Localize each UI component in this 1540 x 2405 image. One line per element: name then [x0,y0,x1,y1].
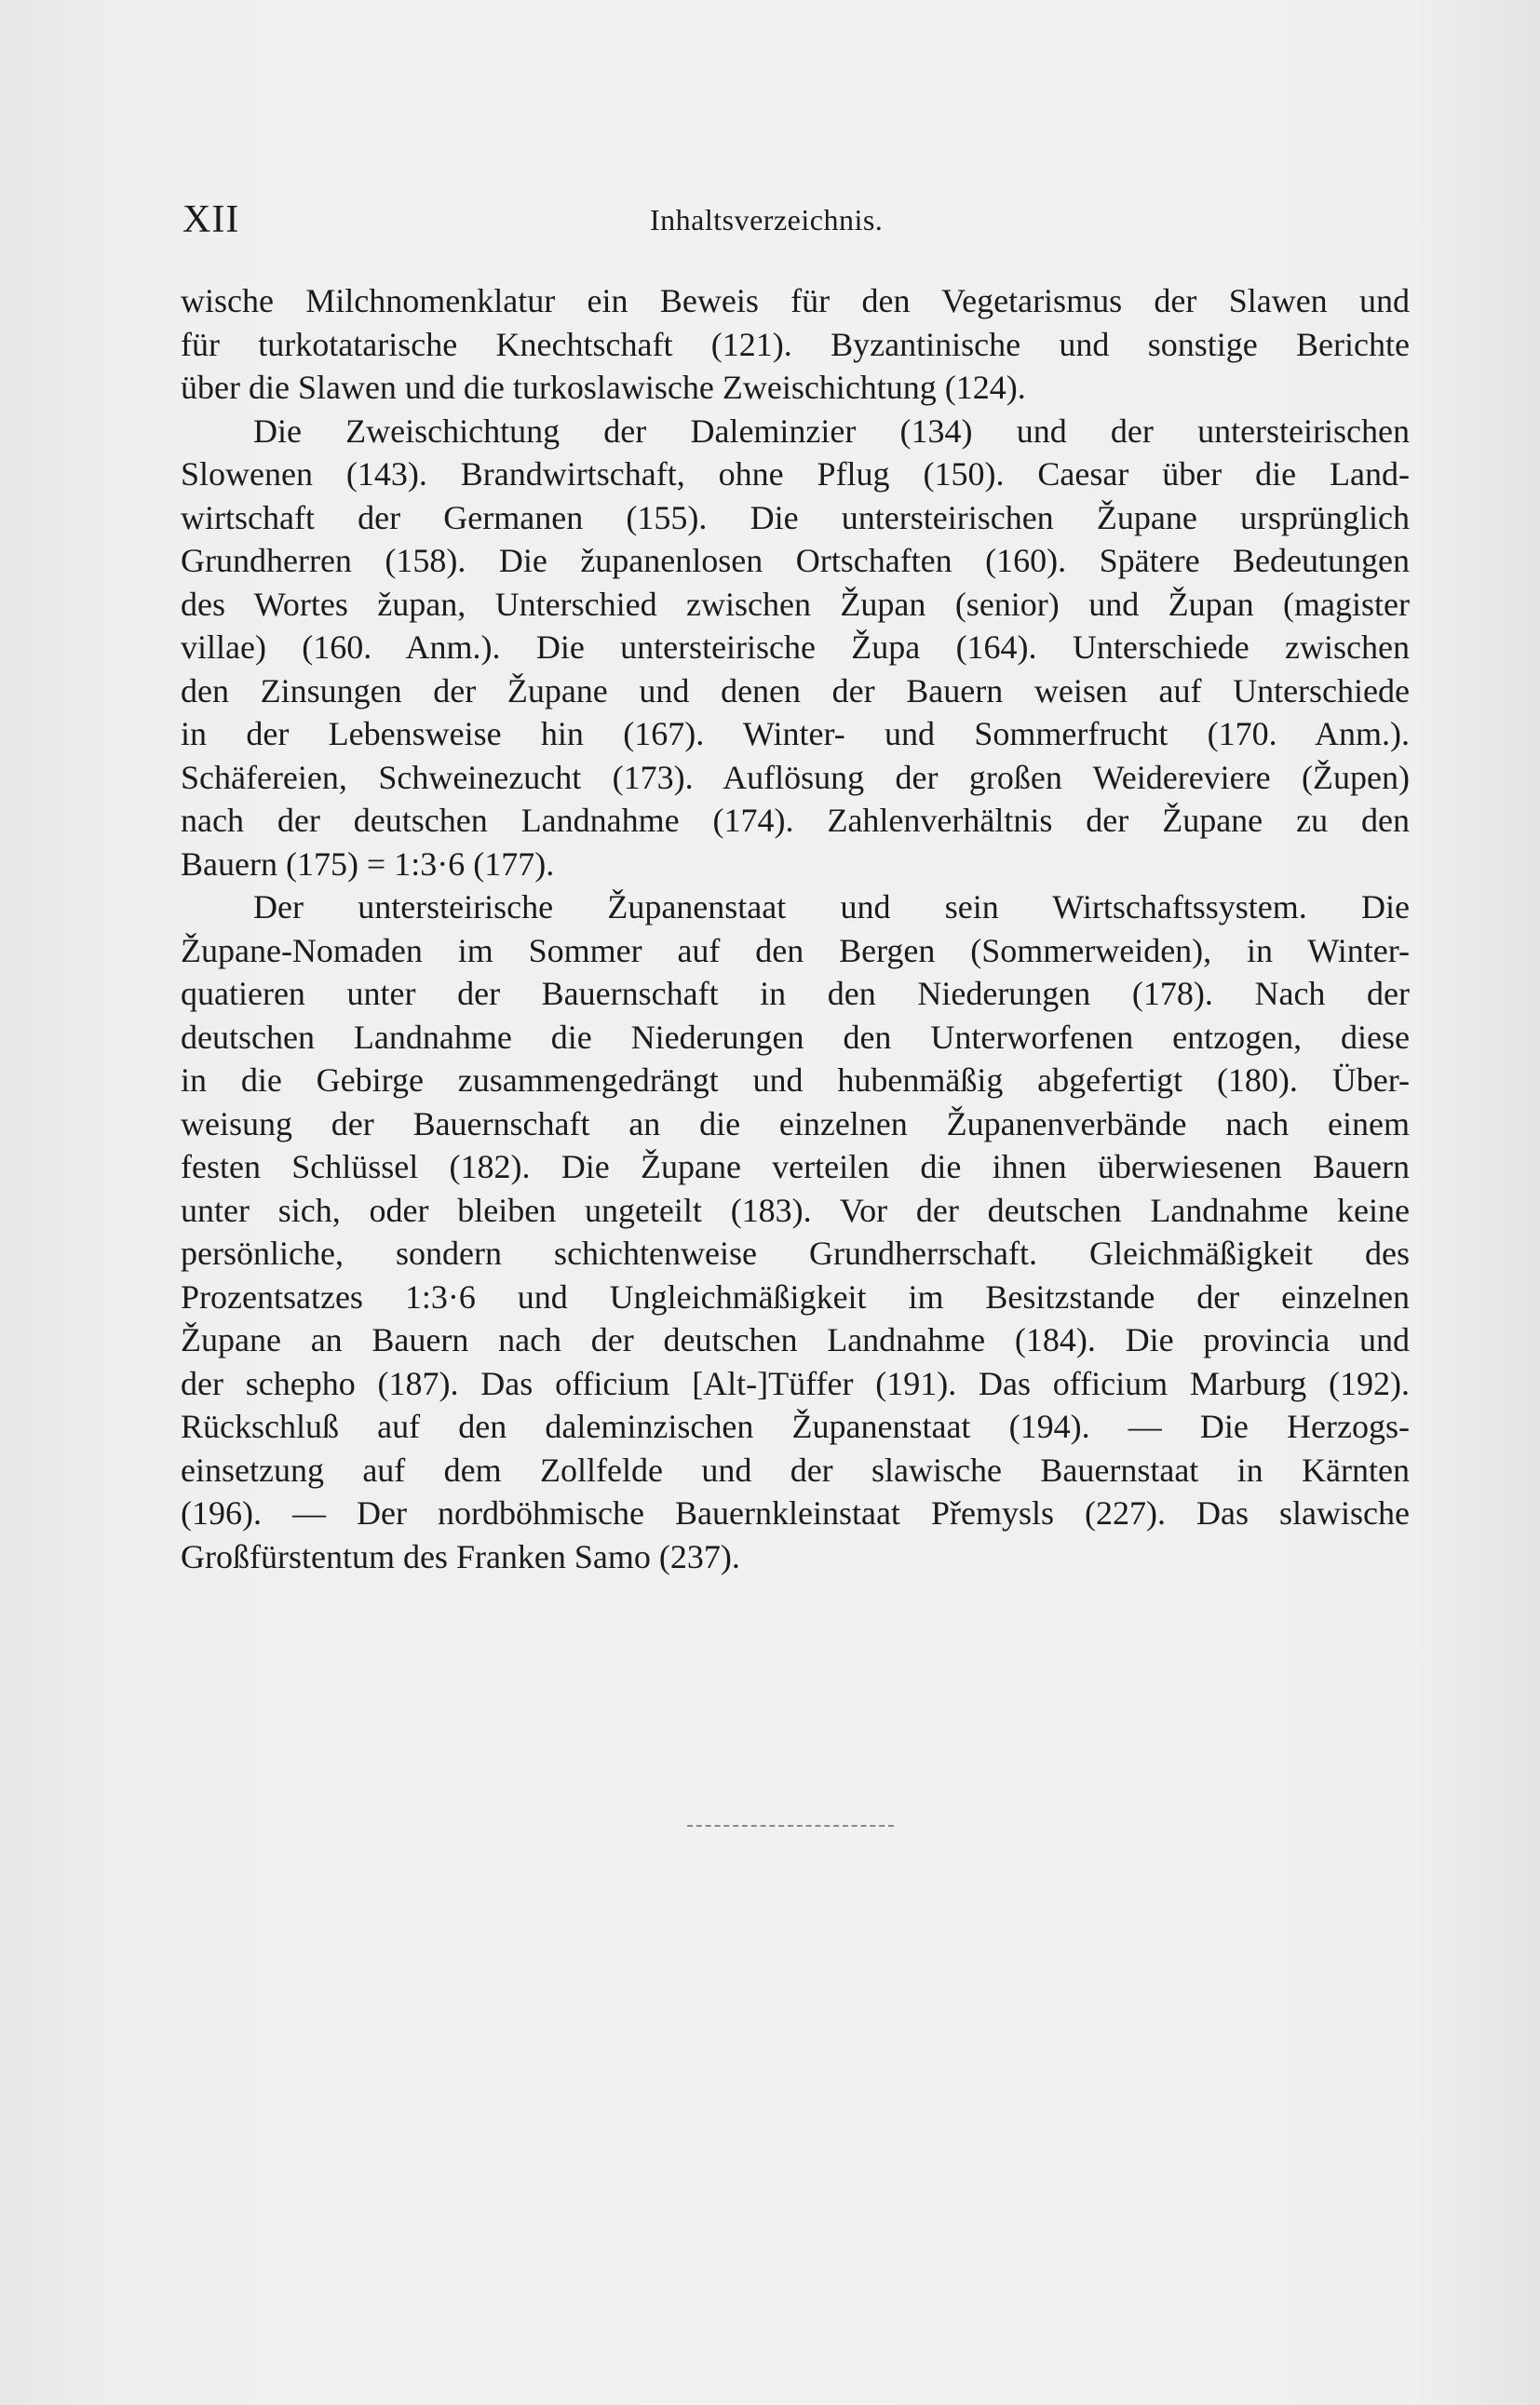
text-line: des Wortes župan, Unterschied zwischen Župan (senior) und Župan (magister [181,585,1410,623]
text-line: persönliche, sondern schichtenweise Grundherrschaft. Gleichmäßigkeit des [181,1235,1410,1272]
text-line: Prozentsatzes 1:3·6 und Ungleichmäßigkeit im Besitzstande der einzelnen [181,1277,1410,1316]
running-title: Inhaltsverzeichnis. [650,203,884,236]
text-line: nach der deutschen Landnahme (174). Zahlenverhältnis der Župane zu den [181,802,1410,839]
page-number: XII [182,198,240,241]
text-line: Rückschluß auf den daleminzischen Županenstaat (194). — Die Herzogs- [181,1408,1410,1445]
text-line: deutschen Landnahme die Niederungen den Unterworfenen entzogen, diese [181,1018,1410,1056]
text-line: festen Schlüssel (182). Die Župane verteilen die ihnen überwiesenen Bauern [181,1148,1410,1185]
text-line: Župane an Bauern nach der deutschen Landnahme (184). Die provincia und [181,1321,1410,1358]
text-line: Bauern (175) = 1:3·6 (177). [181,844,555,883]
text-line: (196). — Der nordböhmische Bauernkleinstaat Přemysls (227). Das slawische [181,1494,1410,1532]
contents-text-block [181,279,1410,1578]
page-header [182,197,1402,244]
text-line: Grundherren (158). Die županenlosen Ortschaften (160). Spätere Bedeutungen [181,542,1410,579]
text-line: quatieren unter der Bauernschaft in den Niederungen (178). Nach der [181,975,1410,1012]
text-line: Slowenen (143). Brandwirtschaft, ohne Pflug (150). Caesar über die Land- [181,455,1410,493]
text-line: wirtschaft der Germanen (155). Die untersteirischen Župane ursprünglich [181,498,1410,536]
text-line: weisung der Bauernschaft an die einzelnen Županenverbände nach einem [181,1104,1410,1142]
text-line: villae) (160. Anm.). Die untersteirische Župa (164). Unterschiede zwischen [181,628,1410,666]
text-line: der schepho (187). Das officium [Alt-]Tüffer (191). Das officium Marburg (192). [181,1364,1410,1402]
text-line: Schäfereien, Schweinezucht (173). Auflösung der großen Weidereviere (Župen) [181,758,1410,796]
text-line: über die Slawen und die turkoslawische Zweischichtung (124). [181,369,1026,406]
text-line: den Zinsungen der Župane und denen der Bauern weisen auf Unterschiede [181,671,1410,709]
text-line: Župane-Nomaden im Sommer auf den Bergen (Sommerweiden), in Winter- [181,931,1410,969]
text-line: Großfürstentum des Franken Samo (237). [181,1537,740,1575]
text-line: Die Zweischichtung der Daleminzier (134) und der untersteirischen [253,412,1410,450]
text-line: für turkotatarische Knechtschaft (121). Byzantinische und sonstige Berichte [181,325,1410,363]
text-line: in die Gebirge zusammengedrängt und hubenmäßig abgefertigt (180). Über- [181,1061,1410,1099]
section-end-rule [687,1825,894,1827]
text-line: wische Milchnomenklatur ein Beweis für den Vegetarismus der Slawen und [181,282,1410,319]
text-line: Der untersteirische Županenstaat und sein Wirtschaftssystem. Die [253,888,1410,926]
text-line: in der Lebensweise hin (167). Winter- und Sommerfrucht (170. Anm.). [181,715,1410,752]
text-line: unter sich, oder bleiben ungeteilt (183). Vor der deutschen Landnahme keine [181,1191,1410,1229]
text-line: einsetzung auf dem Zollfelde und der slawische Bauernstaat in Kärnten [181,1451,1410,1489]
